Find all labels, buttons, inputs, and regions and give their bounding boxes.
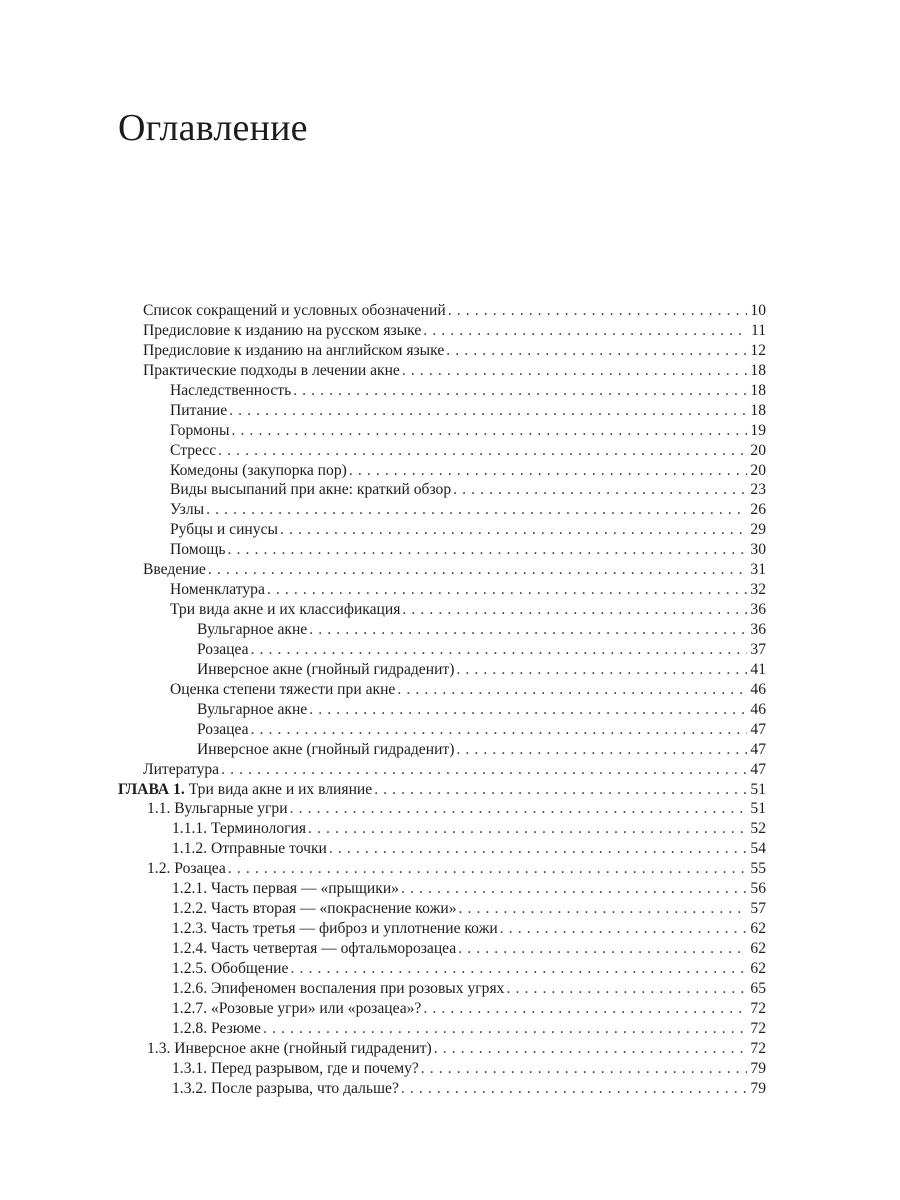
dot-leader xyxy=(232,421,748,441)
toc-entry[interactable] xyxy=(0,361,900,381)
toc-entry-title: Список сокращений и условных обозначений xyxy=(143,302,446,319)
toc-entry-title: Введение xyxy=(143,561,206,579)
dot-leader xyxy=(228,859,747,879)
page-number: 62 xyxy=(750,920,766,938)
toc-entry-title: Литература xyxy=(143,760,220,778)
page-number: 51 xyxy=(750,800,766,818)
toc-entry[interactable] xyxy=(0,700,900,720)
dot-leader xyxy=(208,560,747,580)
toc-entry-title: 1.1.2. Отправные точки xyxy=(172,840,327,858)
toc-entry[interactable] xyxy=(0,421,900,441)
toc-entry-title: Стресс xyxy=(170,441,217,459)
toc-entry-title: 1.3. Инверсное акне (гнойный гидраденит) xyxy=(147,1039,432,1057)
page-number: 36 xyxy=(750,621,766,638)
toc-entry-title: Питание xyxy=(170,401,228,419)
dot-leader xyxy=(221,760,747,780)
chapter-label: ГЛАВА 1. xyxy=(118,780,185,798)
page-number: 54 xyxy=(750,840,766,858)
dot-leader xyxy=(506,979,747,999)
toc-entry-title: 1.1. Вульгарные угри xyxy=(147,800,288,818)
toc-entry-title: Предисловие к изданию на русском языке xyxy=(143,321,422,339)
page-number: 18 xyxy=(750,401,766,419)
toc-entry[interactable] xyxy=(0,500,900,520)
page-number: 47 xyxy=(750,720,766,738)
page-number: 18 xyxy=(750,361,766,379)
page-number: 57 xyxy=(750,900,766,918)
page-number: 41 xyxy=(750,660,766,678)
dot-leader xyxy=(228,540,747,560)
dot-leader xyxy=(309,620,747,640)
toc-entry-title: Розацеа xyxy=(197,720,249,738)
dot-leader xyxy=(229,401,747,421)
toc-entry[interactable] xyxy=(0,899,900,919)
toc-entry-title: Оценка степени тяжести при акне xyxy=(170,680,396,698)
page-number: 51 xyxy=(750,780,766,798)
toc-entry-title: Гормоны xyxy=(170,421,230,439)
page-number: 37 xyxy=(750,640,766,658)
toc-entry-title: 1.2.8. Резюме xyxy=(172,1019,261,1037)
page-number: 46 xyxy=(750,700,766,718)
toc-entry[interactable] xyxy=(0,520,900,540)
toc-entry[interactable] xyxy=(0,660,900,680)
toc-entry[interactable] xyxy=(0,680,900,700)
toc-entry[interactable] xyxy=(0,480,900,500)
toc-entry[interactable] xyxy=(0,600,900,620)
dot-leader xyxy=(290,959,747,979)
toc-entry[interactable] xyxy=(0,381,900,401)
dot-leader xyxy=(329,839,747,859)
page-number: 11 xyxy=(750,321,766,339)
page-number: 55 xyxy=(750,860,766,878)
toc-entry[interactable] xyxy=(0,740,900,760)
toc-entry[interactable] xyxy=(0,1019,900,1039)
page-number: 72 xyxy=(750,1019,766,1037)
dot-leader xyxy=(309,700,747,720)
dot-leader xyxy=(251,720,747,740)
toc-entry-title: Узлы xyxy=(170,501,205,519)
toc-entry-title: 1.2.5. Обобщение xyxy=(172,959,289,977)
toc-entry[interactable] xyxy=(0,540,900,560)
toc-entry-title: Инверсное акне (гнойный гидраденит) xyxy=(197,740,455,758)
dot-leader xyxy=(402,361,747,381)
toc-entry-title: Практические подходы в лечении акне xyxy=(143,361,400,379)
toc-chapter-entry[interactable] xyxy=(0,780,900,800)
toc-entry[interactable] xyxy=(0,1059,900,1079)
toc-entry[interactable] xyxy=(0,301,900,321)
dot-leader xyxy=(263,1019,747,1039)
page-title: Оглавление xyxy=(118,107,308,149)
toc-entry[interactable] xyxy=(0,1079,900,1099)
toc-entry-title: Три вида акне и их классификация xyxy=(170,601,401,619)
toc-entry-title: 1.2.6. Эпифеномен воспаления при розовых угрях xyxy=(172,979,505,997)
toc-entry-title: Розацеа xyxy=(197,640,249,658)
toc-entry[interactable] xyxy=(0,859,900,879)
dot-leader xyxy=(308,819,747,839)
toc-entry-title: 1.3.1. Перед разрывом, где и почему? xyxy=(172,1059,419,1077)
toc-entry-title: 1.2. Розацеа xyxy=(147,860,226,878)
toc-entry-title: Помощь xyxy=(170,541,226,559)
dot-leader xyxy=(459,899,748,919)
toc-entry[interactable] xyxy=(0,959,900,979)
toc-entry-title: Рубцы и синусы xyxy=(170,521,278,539)
toc-entry[interactable] xyxy=(0,1039,900,1059)
page-number: 20 xyxy=(750,461,766,479)
toc-entry[interactable] xyxy=(0,999,900,1019)
toc-entry-title: Наследственность xyxy=(170,381,292,399)
toc-entry-title: Номенклатура xyxy=(170,581,265,599)
dot-leader xyxy=(448,301,747,321)
toc-entry-title: 1.1.1. Терминология xyxy=(172,820,307,838)
dot-leader xyxy=(293,381,747,401)
dot-leader xyxy=(402,600,747,620)
dot-leader xyxy=(453,480,747,500)
dot-leader xyxy=(349,461,747,481)
toc-entry-title: Вульгарное акне xyxy=(197,700,308,718)
toc-entry[interactable] xyxy=(0,919,900,939)
page-number: 52 xyxy=(750,820,766,838)
toc-entry-title: 1.3.2. После разрыва, что дальше? xyxy=(172,1079,399,1097)
toc-entry-title: 1.2.4. Часть четвертая — офтальморозацеа xyxy=(172,940,457,957)
toc-entry[interactable] xyxy=(0,819,900,839)
toc-entry[interactable] xyxy=(0,580,900,600)
toc-entry-title xyxy=(118,780,372,800)
dot-leader xyxy=(401,879,747,899)
dot-leader xyxy=(280,520,747,540)
toc-entry-title: 1.2.1. Часть первая — «прыщики» xyxy=(172,880,399,898)
toc-entry[interactable] xyxy=(0,341,900,361)
dot-leader xyxy=(423,321,747,341)
page-number: 79 xyxy=(750,1079,766,1097)
dot-leader xyxy=(446,341,747,361)
page-number: 20 xyxy=(750,441,766,459)
dot-leader xyxy=(500,919,747,939)
dot-leader xyxy=(218,441,747,461)
toc-entry[interactable] xyxy=(0,620,900,640)
toc-entry[interactable] xyxy=(0,441,900,461)
toc-entry[interactable] xyxy=(0,401,900,421)
toc-entry[interactable] xyxy=(0,560,900,580)
dot-leader xyxy=(290,799,747,819)
dot-leader xyxy=(401,1079,747,1099)
toc-entry-title: 1.2.7. «Розовые угри» или «розацеа»? xyxy=(172,999,422,1017)
dot-leader xyxy=(374,780,747,800)
toc-entry[interactable] xyxy=(0,879,900,899)
page-number: 56 xyxy=(750,880,766,898)
page-number: 26 xyxy=(750,501,766,519)
page-number: 47 xyxy=(750,760,766,778)
dot-leader xyxy=(458,939,747,959)
page-number: 79 xyxy=(750,1059,766,1077)
toc-entry-title: Виды высыпаний при акне: краткий обзор xyxy=(170,481,452,499)
page-number: 12 xyxy=(750,341,766,359)
toc-entry[interactable] xyxy=(0,799,900,819)
toc-entry-title: Предисловие к изданию на английском языке xyxy=(143,341,445,359)
toc-entry-title: Комедоны (закупорка пор) xyxy=(170,461,347,479)
toc-entry[interactable] xyxy=(0,720,900,740)
dot-leader xyxy=(251,640,747,660)
toc-entry-title: 1.2.2. Часть вторая — «покраснение кожи» xyxy=(172,900,457,918)
table-of-contents xyxy=(0,301,900,1099)
toc-entry[interactable] xyxy=(0,760,900,780)
toc-entry[interactable] xyxy=(0,640,900,660)
page-number: 65 xyxy=(750,979,766,997)
page-number: 19 xyxy=(750,421,766,439)
page-number: 62 xyxy=(750,959,766,977)
toc-entry-title: Вульгарное акне xyxy=(197,621,308,638)
page-number: 72 xyxy=(750,999,766,1017)
toc-entry[interactable] xyxy=(0,321,900,341)
page-number: 23 xyxy=(750,481,766,499)
dot-leader xyxy=(421,1059,747,1079)
page-number: 10 xyxy=(750,302,766,319)
page-number: 72 xyxy=(750,1039,766,1057)
dot-leader xyxy=(206,500,747,520)
page-number: 62 xyxy=(750,940,766,957)
toc-entry-title: Инверсное акне (гнойный гидраденит) xyxy=(197,660,455,678)
chapter-title: Три вида акне и их влияние xyxy=(188,780,373,798)
dot-leader xyxy=(456,740,747,760)
dot-leader xyxy=(423,999,747,1019)
toc-entry[interactable] xyxy=(0,939,900,959)
toc-entry[interactable] xyxy=(0,461,900,481)
page-number: 46 xyxy=(750,680,766,698)
dot-leader xyxy=(456,660,747,680)
dot-leader xyxy=(397,680,747,700)
toc-entry[interactable] xyxy=(0,839,900,859)
dot-leader xyxy=(434,1039,747,1059)
dot-leader xyxy=(267,580,747,600)
page-number: 18 xyxy=(750,381,766,399)
page-number: 30 xyxy=(750,541,766,559)
page-number: 29 xyxy=(750,521,766,539)
page-number: 31 xyxy=(750,561,766,579)
page-number: 36 xyxy=(750,601,766,619)
toc-entry-title: 1.2.3. Часть третья — фиброз и уплотнение кожи xyxy=(172,920,498,938)
page-number: 32 xyxy=(750,581,766,599)
toc-entry[interactable] xyxy=(0,979,900,999)
page-number: 47 xyxy=(750,740,766,758)
